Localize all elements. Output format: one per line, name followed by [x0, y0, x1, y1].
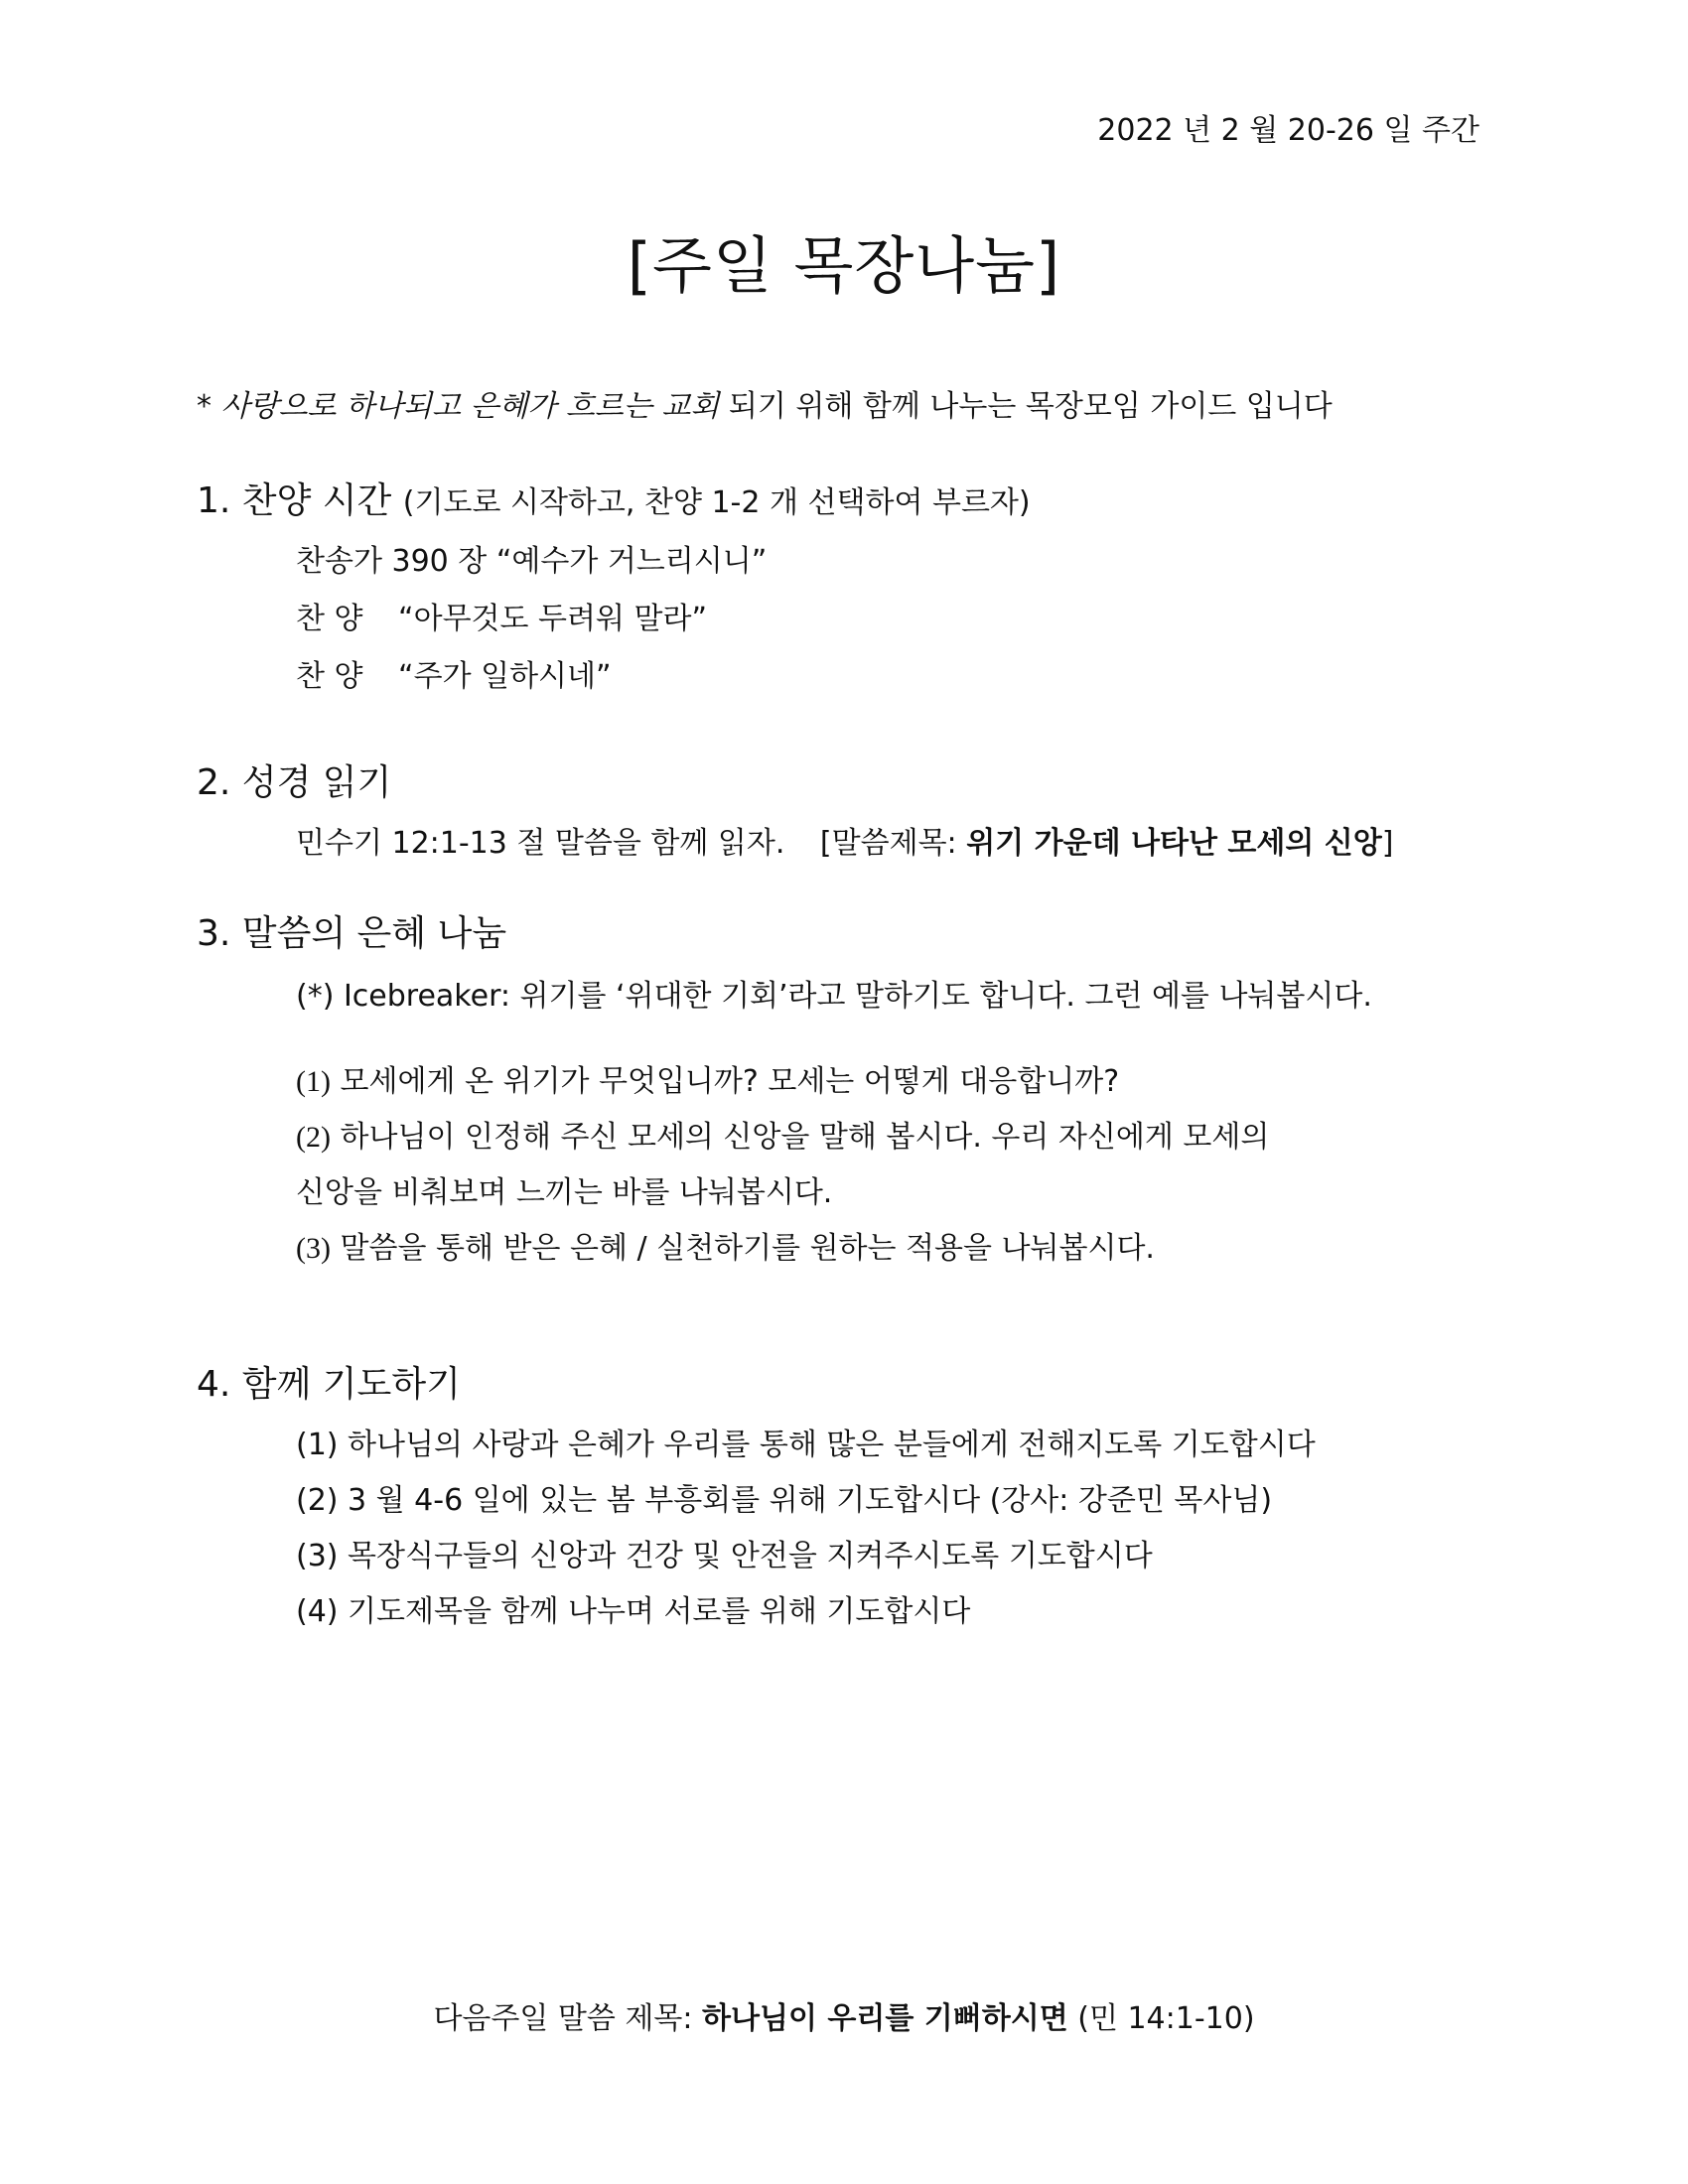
hymn-label: 찬송가 390 장 — [296, 544, 488, 579]
footer-prefix: 다음주일 말씀 제목: — [433, 2001, 693, 2036]
intro-emphasis: 사랑으로 하나되고 은혜가 흐르는 교회 — [220, 389, 720, 424]
question-item — [296, 1112, 1269, 1156]
hymn-song: “예수가 거느리시니” — [495, 544, 768, 579]
sermon-prefix: [말씀제목: — [819, 826, 957, 861]
week-date: 2022 년 2 월 20-26 일 주간 — [1097, 113, 1479, 148]
question-number: (2) — [296, 1121, 331, 1154]
sermon-title: 위기 가운데 나타난 모세의 신앙 — [966, 826, 1382, 861]
prayer-item: (3) 목장식구들의 신앙과 건강 및 안전을 지켜주시도록 기도합시다 — [296, 1539, 1153, 1573]
section-1-heading — [197, 473, 1031, 523]
question-text: 말씀을 통해 받은 은혜 / 실천하기를 원하는 적용을 나눠봅시다. — [340, 1231, 1155, 1266]
section-1-title: 1. 찬양 시간 — [197, 480, 392, 521]
praise-song: “주가 일하시네” — [398, 659, 612, 694]
section-4-heading: 4. 함께 기도하기 — [197, 1364, 461, 1405]
praise-label: 찬 양 — [296, 602, 363, 636]
sermon-suffix: ] — [1381, 826, 1394, 861]
praise-label: 찬 양 — [296, 659, 363, 694]
intro-bullet: * — [197, 389, 211, 424]
next-week-sermon — [0, 1993, 1688, 2037]
question-text: 하나님이 인정해 주신 모세의 신앙을 말해 봅시다. 우리 자신에게 모세의 — [340, 1120, 1270, 1155]
icebreaker: (*) Icebreaker: 위기를 ‘위대한 기회’라고 말하기도 합니다. 그런 예를 나눠봅시다. — [296, 979, 1372, 1014]
praise-item — [296, 594, 707, 637]
praise-item — [296, 651, 612, 695]
scripture-reading — [296, 818, 1393, 862]
question-text: 모세에게 온 위기가 무엇입니까? 모세는 어떻게 대응합니까? — [340, 1064, 1120, 1099]
question-number: (3) — [296, 1232, 331, 1265]
question-item-continued: 신앙을 비춰보며 느끼는 바를 나눠봅시다. — [296, 1175, 833, 1210]
praise-song: “아무것도 두려워 말라” — [398, 602, 708, 636]
intro-line — [197, 381, 1333, 425]
footer-reference: (민 14:1-10) — [1077, 2001, 1255, 2036]
question-item — [296, 1056, 1119, 1100]
prayer-item: (4) 기도제목을 함께 나누며 서로를 위해 기도합시다 — [296, 1594, 971, 1629]
prayer-item: (1) 하나님의 사랑과 은혜가 우리를 통해 많은 분들에게 전해지도록 기도합시다 — [296, 1428, 1316, 1462]
question-number: (1) — [296, 1065, 331, 1098]
page-title: [주일 목장나눔] — [627, 229, 1061, 302]
prayer-item: (2) 3 월 4-6 일에 있는 봄 부흥회를 위해 기도합시다 (강사: 강준민 목사님) — [296, 1483, 1273, 1518]
question-item — [296, 1223, 1155, 1267]
section-2-heading: 2. 성경 읽기 — [197, 762, 392, 803]
section-3-heading: 3. 말씀의 은혜 나눔 — [197, 913, 507, 954]
hymn-item — [296, 536, 767, 580]
section-1-note: (기도로 시작하고, 찬양 1-2 개 선택하여 부르자) — [402, 485, 1031, 520]
footer-title: 하나님이 우리를 기뻐하시면 — [702, 2001, 1068, 2036]
reading-text: 민수기 12:1-13 절 말씀을 함께 읽자. — [296, 826, 785, 861]
intro-rest: 되기 위해 함께 나누는 목장모임 가이드 입니다 — [728, 389, 1333, 424]
